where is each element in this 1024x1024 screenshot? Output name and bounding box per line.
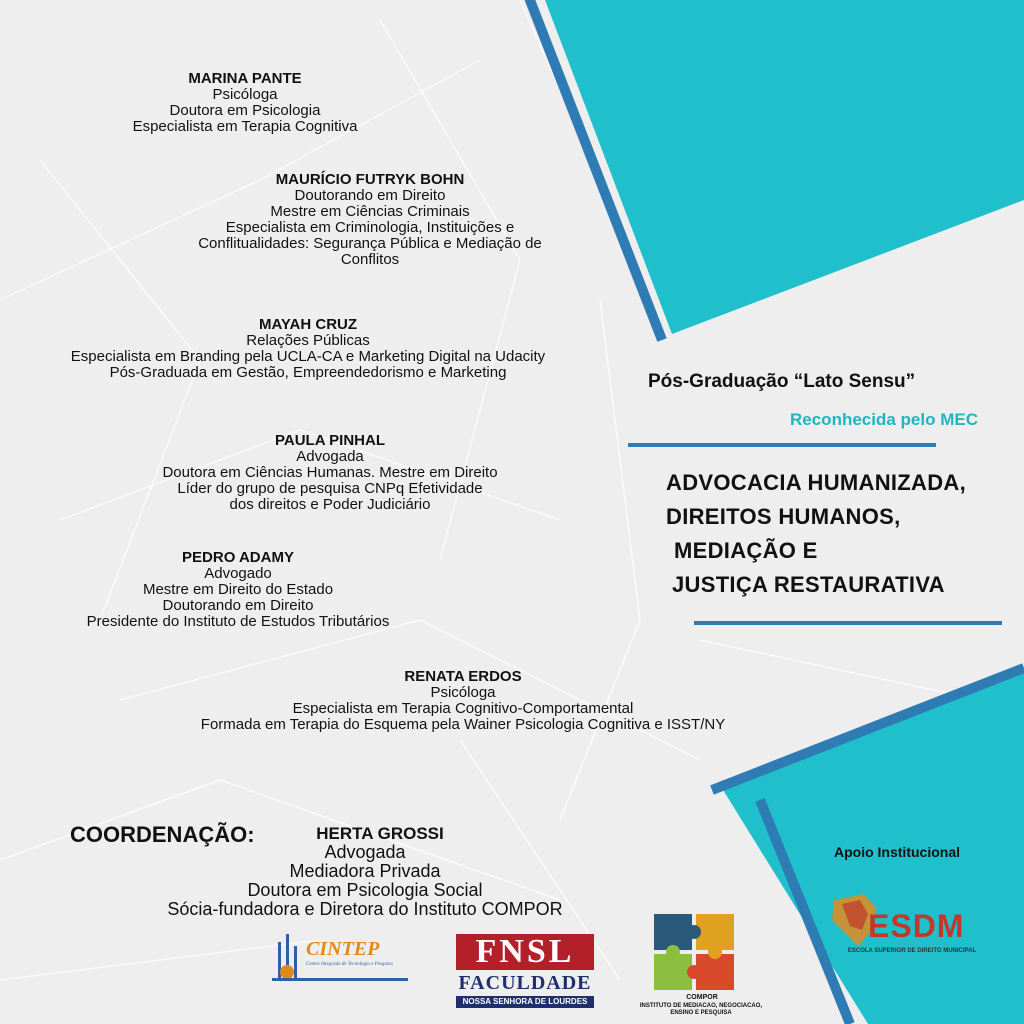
course-title-line: ADVOCACIA HUMANIZADA,	[666, 470, 967, 495]
esdm-tagline: ESCOLA SUPERIOR DE DIREITO MUNICIPAL	[847, 948, 977, 954]
faculty-detail: Psicóloga	[430, 684, 496, 701]
compor-caption	[622, 994, 782, 1002]
faculty-name: MAYAH CRUZ	[258, 316, 358, 333]
faculty-detail: Especialista em Terapia Cognitiva	[132, 118, 358, 135]
faculty-detail: Psicóloga	[212, 86, 278, 103]
faculty-detail: Doutora em Ciências Humanas. Mestre em Direito	[162, 464, 498, 481]
faculty-mayah-cruz	[10, 317, 606, 381]
faculty-name: RENATA ERDOS	[404, 668, 522, 685]
puzzle-icon	[652, 912, 736, 992]
faculty-detail: Pós-Graduada em Gestão, Empreendedorismo e Marketing	[109, 364, 507, 381]
course-subtitle: Pós-Graduação “Lato Sensu”	[648, 371, 916, 392]
faculty-detail: Doutorando em Direito	[162, 597, 314, 614]
faculty-name: MARINA PANTE	[188, 70, 302, 87]
coordination-label: COORDENAÇÃO:	[70, 822, 255, 847]
faculty-name: MAURÍCIO FUTRYK BOHN	[275, 171, 465, 188]
faculty-paula-pinhal	[120, 433, 540, 513]
faculty-detail: Mestre em Direito do Estado	[142, 581, 334, 598]
support-label: Apoio Institucional	[834, 844, 960, 860]
coordinator-detail: Doutora em Psicologia Social	[247, 880, 483, 900]
course-title-line: DIREITOS HUMANOS,	[666, 504, 901, 529]
faculty-detail: Especialista em Criminologia, Instituições e	[225, 219, 515, 236]
compor-line: INSTITUTO DE MEDIACAO, NEGOCIACAO,	[639, 1003, 763, 1009]
divider-top	[628, 443, 936, 447]
course-title-line: MEDIAÇÃO E	[674, 538, 818, 563]
compor-line: ENSINO E PESQUISA	[670, 1010, 732, 1016]
faculty-detail: Advogada	[296, 448, 364, 465]
fnsl-faculdade: FACULDADE	[458, 972, 592, 994]
faculty-detail: Doutora em Psicologia	[169, 102, 321, 119]
compor-logo	[652, 912, 736, 992]
faculty-detail: Conflitos	[340, 251, 400, 268]
faculty-detail: Advogado	[204, 565, 272, 582]
cintep-logo	[272, 934, 412, 990]
faculty-detail: dos direitos e Poder Judiciário	[229, 496, 431, 513]
faculty-detail: Líder do grupo de pesquisa CNPq Efetividade	[177, 480, 483, 497]
fnsl-logo	[456, 934, 594, 1010]
faculty-detail: Especialista em Terapia Cognitivo-Comportamental	[292, 700, 634, 717]
faculty-name: PAULA PINHAL	[275, 432, 385, 449]
faculty-detail: Doutorando em Direito	[294, 187, 446, 204]
coordinator-detail: Advogada	[324, 842, 406, 862]
faculty-detail: Especialista em Branding pela UCLA-CA e Marketing Digital na Udacity	[70, 348, 546, 365]
faculty-detail: Relações Públicas	[246, 332, 370, 349]
cintep-tagline: Centro Integrado de Tecnologia e Pesquisa	[306, 962, 393, 967]
faculty-detail: Presidente do Instituto de Estudos Tributários	[86, 613, 390, 630]
faculty-name: PEDRO ADAMY	[182, 549, 294, 566]
faculty-marina-pante	[40, 71, 450, 135]
coordinator-detail: Sócia-fundadora e Diretora do Instituto COMPOR	[167, 899, 563, 919]
coordinator	[130, 824, 600, 919]
faculty-detail: Formada em Terapia do Esquema pela Wainer Psicologia Cognitiva e ISST/NY	[200, 716, 726, 733]
course-title	[666, 466, 966, 602]
mec-recognition: Reconhecida pelo MEC	[790, 410, 978, 429]
esdm-name: ESDM	[868, 908, 965, 944]
faculty-mauricio-futryk-bohn	[150, 172, 590, 268]
compor-name: COMPOR	[686, 994, 718, 1001]
faculty-pedro-adamy	[40, 550, 436, 630]
coordinator-detail: Mediadora Privada	[289, 861, 441, 881]
esdm-logo	[824, 890, 1000, 960]
faculty-detail: Conflitualidades: Segurança Pública e Mediação de	[198, 235, 542, 252]
course-title-line: JUSTIÇA RESTAURATIVA	[672, 572, 945, 597]
divider-bottom	[694, 621, 1002, 625]
cintep-name: CINTEP	[306, 938, 380, 960]
fnsl-name: FNSL	[456, 934, 594, 970]
faculty-detail: Mestre em Ciências Criminais	[270, 203, 470, 220]
coordinator-name: HERTA GROSSI	[316, 824, 444, 843]
fnsl-tagline: NOSSA SENHORA DE LOURDES	[456, 996, 594, 1008]
faculty-renata-erdos	[140, 669, 786, 733]
compor-subtitle	[606, 1003, 796, 1017]
